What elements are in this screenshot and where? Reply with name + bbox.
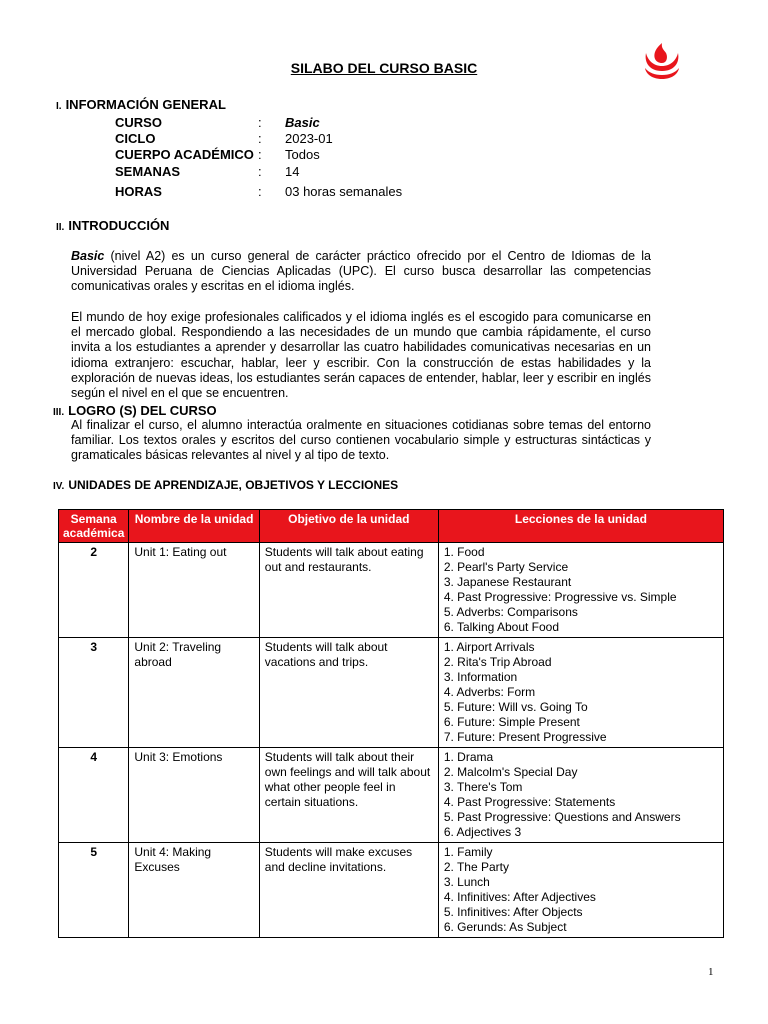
table-row	[59, 843, 724, 938]
week-cell: 3	[59, 638, 129, 748]
section-heading-unidades: IV. UNIDADES DE APRENDIZAJE, OBJETIVOS Y LECCIONES	[53, 478, 399, 492]
section-heading-logro: III. LOGRO (S) DEL CURSO	[53, 403, 217, 418]
lesson-item: 5. Past Progressive: Questions and Answers	[443, 810, 681, 824]
document-title: SILABO DEL CURSO BASIC	[290, 60, 478, 76]
lesson-item: 4. Infinitives: After Adjectives	[443, 890, 596, 904]
lesson-item: 3. Japanese Restaurant	[443, 575, 572, 589]
table-row	[59, 638, 724, 748]
lesson-item: 5. Infinitives: After Objects	[443, 905, 583, 919]
lesson-item: 1. Drama	[443, 750, 494, 764]
unit-cell: Unit 2: Traveling abroad	[129, 638, 259, 748]
lessons-cell	[438, 843, 723, 938]
objective-cell: Students will talk about their own feelings and will talk about what other people feel in certain situations.	[259, 748, 438, 843]
header-lecciones: Lecciones de la unidad	[438, 510, 723, 543]
week-cell: 5	[59, 843, 129, 938]
lesson-item: 2. Malcolm's Special Day	[443, 765, 578, 779]
lessons-cell	[438, 638, 723, 748]
lesson-item: 5. Future: Will vs. Going To	[443, 700, 588, 714]
header-semana: Semana académica	[59, 510, 129, 543]
lesson-item: 6. Gerunds: As Subject	[443, 920, 567, 934]
objective-cell: Students will talk about eating out and restaurants.	[259, 543, 438, 638]
lesson-item: 6. Adjectives 3	[443, 825, 522, 839]
lesson-item: 7. Future: Present Progressive	[443, 730, 607, 744]
lesson-item: 3. Information	[443, 670, 518, 684]
lesson-item: 4. Past Progressive: Progressive vs. Simple	[443, 590, 677, 604]
unit-cell: Unit 4: Making Excuses	[129, 843, 259, 938]
lesson-item: 3. There's Tom	[443, 780, 523, 794]
lesson-item: 6. Future: Simple Present	[443, 715, 580, 729]
section-heading-general: I. INFORMACIÓN GENERAL	[56, 97, 226, 112]
unit-cell: Unit 1: Eating out	[129, 543, 259, 638]
intro-paragraph-2: El mundo de hoy exige profesionales calificados y el idioma inglés es el escogido para comunicarse en el mercado global. Respondiendo a las necesidades de un mundo que cambia rápidamente, el curso invita a los estudiantes a aprender y desarrollar las cuatro habilidades comunicativas necesarias en un idioma extranjero: escuchar, hablar, leer y escribir. Con la construcción de estas habilidades y la exploración de nuevas ideas, los estudiantes serán capaces de entender, hablar, leer y escribir en inglés según el nivel en el que se encuentren.	[71, 310, 651, 401]
table-row	[59, 748, 724, 843]
lesson-item: 6. Talking About Food	[443, 620, 560, 634]
logro-paragraph: Al finalizar el curso, el alumno interactúa oralmente en situaciones cotidianas sobre temas del entorno familiar. Los textos orales y escritos del curso contienen vocabulario simple y estructuras sintácticas y gramaticales básicas relevantes al nivel y al tipo de texto.	[71, 418, 651, 463]
lesson-item: 2. Rita's Trip Abroad	[443, 655, 552, 669]
header-nombre: Nombre de la unidad	[129, 510, 259, 543]
lesson-item: 1. Airport Arrivals	[443, 640, 535, 654]
objective-cell: Students will make excuses and decline invitations.	[259, 843, 438, 938]
header-objetivo: Objetivo de la unidad	[259, 510, 438, 543]
lessons-cell	[438, 543, 723, 638]
unit-cell: Unit 3: Emotions	[129, 748, 259, 843]
lesson-item: 3. Lunch	[443, 875, 490, 889]
objective-cell: Students will talk about vacations and trips.	[259, 638, 438, 748]
lesson-item: 1. Food	[443, 545, 485, 559]
lesson-item: 2. The Party	[443, 860, 509, 874]
lesson-item: 4. Adverbs: Form	[443, 685, 536, 699]
week-cell: 2	[59, 543, 129, 638]
lessons-cell	[438, 748, 723, 843]
lesson-item: 1. Family	[443, 845, 493, 859]
lesson-item: 2. Pearl's Party Service	[443, 560, 569, 574]
table-header-row	[59, 510, 724, 543]
section-heading-intro: II. INTRODUCCIÓN	[56, 218, 170, 233]
document-page: SILABO DEL CURSO BASIC I. INFORMACIÓN GENERAL CURSO : Basic CICLO : 2023-01 CUERPO ACADÉMICO : Todos SEMANAS : 14 HORAS : 03 horas semanales II. INTRODUCCIÓN Basic (nivel A2) es un curso general de carácter práctico ofrecido por el Centro de Idiomas de la Universidad Peruana de Ciencias Aplicadas (UPC). El curso busca desarrollar las competencias comunicativas orales y escritas en el idioma inglés. El mundo de hoy exige profesionales calificados y el idioma inglés es el escogido para comunicarse en el mercado global. Respondiendo a las necesidades de un mundo que cambia rápidamente, el curso invita a los estudiantes a aprender y desarrollar las cuatro habilidades comunicativas necesarias en un idioma extranjero: escuchar, hablar, leer y escribir. Con la construcción de estas habilidades y la exploración de nuevas ideas, los estudiantes serán capaces de entender, hablar, leer y escribir en inglés según el nivel en el que se encuentren. III. LOGRO (S) DEL CURSO Al finalizar el curso, el alumno interactúa oralmente en situaciones cotidianas sobre temas del entorno familiar. Los textos orales y escritos del curso contienen vocabulario simple y estructuras sintácticas y gramaticales básicas relevantes al nivel y al tipo de texto. IV. UNIDADES DE APRENDIZAJE, OBJETIVOS Y LECCIONES Semana académica Nombre de la unidad Objetivo de la unidad Lecciones de la unidad 2 Unit 1: Eating out Students will talk about eating out and restaurants. 1. Food 2. Pearl's Party Service 3. Japanese Restaurant 4. Past Progressive: Progressive vs. Simple 5. Adverbs: Comparisons 6. Talking About Food 3 Unit 2: Traveling abroad Students will talk about vacations and trips. 1. Airport Arrivals 2. Rita's Trip Abroad 3. Information 4. Adverbs: Form 5. Future: Will vs. Going To 6. Future: Simple Present 7. Future: Present Progressive 4 Unit 3: Emotions Students will talk about their own feelings and will talk about what other people feel in certain situations. 1. Drama 2. Malcolm's Special Day 3. There's Tom 4. Past Progressive: Statements 5. Past Progressive: Questions and Answers 6. Adjectives 3 5 Unit 4: Making Excuses Students will make excuses and decline invitations. 1. Family 2. The Party 3. Lunch 4. Infinitives: After Adjectives 5. Infinitives: After Objects 6. Gerunds: As Subject 1	[0, 0, 768, 1024]
intro-paragraph-1: Basic (nivel A2) es un curso general de carácter práctico ofrecido por el Centro de Idiomas de la Universidad Peruana de Ciencias Aplicadas (UPC). El curso busca desarrollar las competencias comunicativas orales y escritas en el idioma inglés.	[71, 249, 651, 294]
page-number: 1	[708, 966, 714, 978]
table-row	[59, 543, 724, 638]
lesson-item: 5. Adverbs: Comparisons	[443, 605, 578, 619]
units-table	[58, 509, 724, 938]
lesson-item: 4. Past Progressive: Statements	[443, 795, 616, 809]
week-cell: 4	[59, 748, 129, 843]
